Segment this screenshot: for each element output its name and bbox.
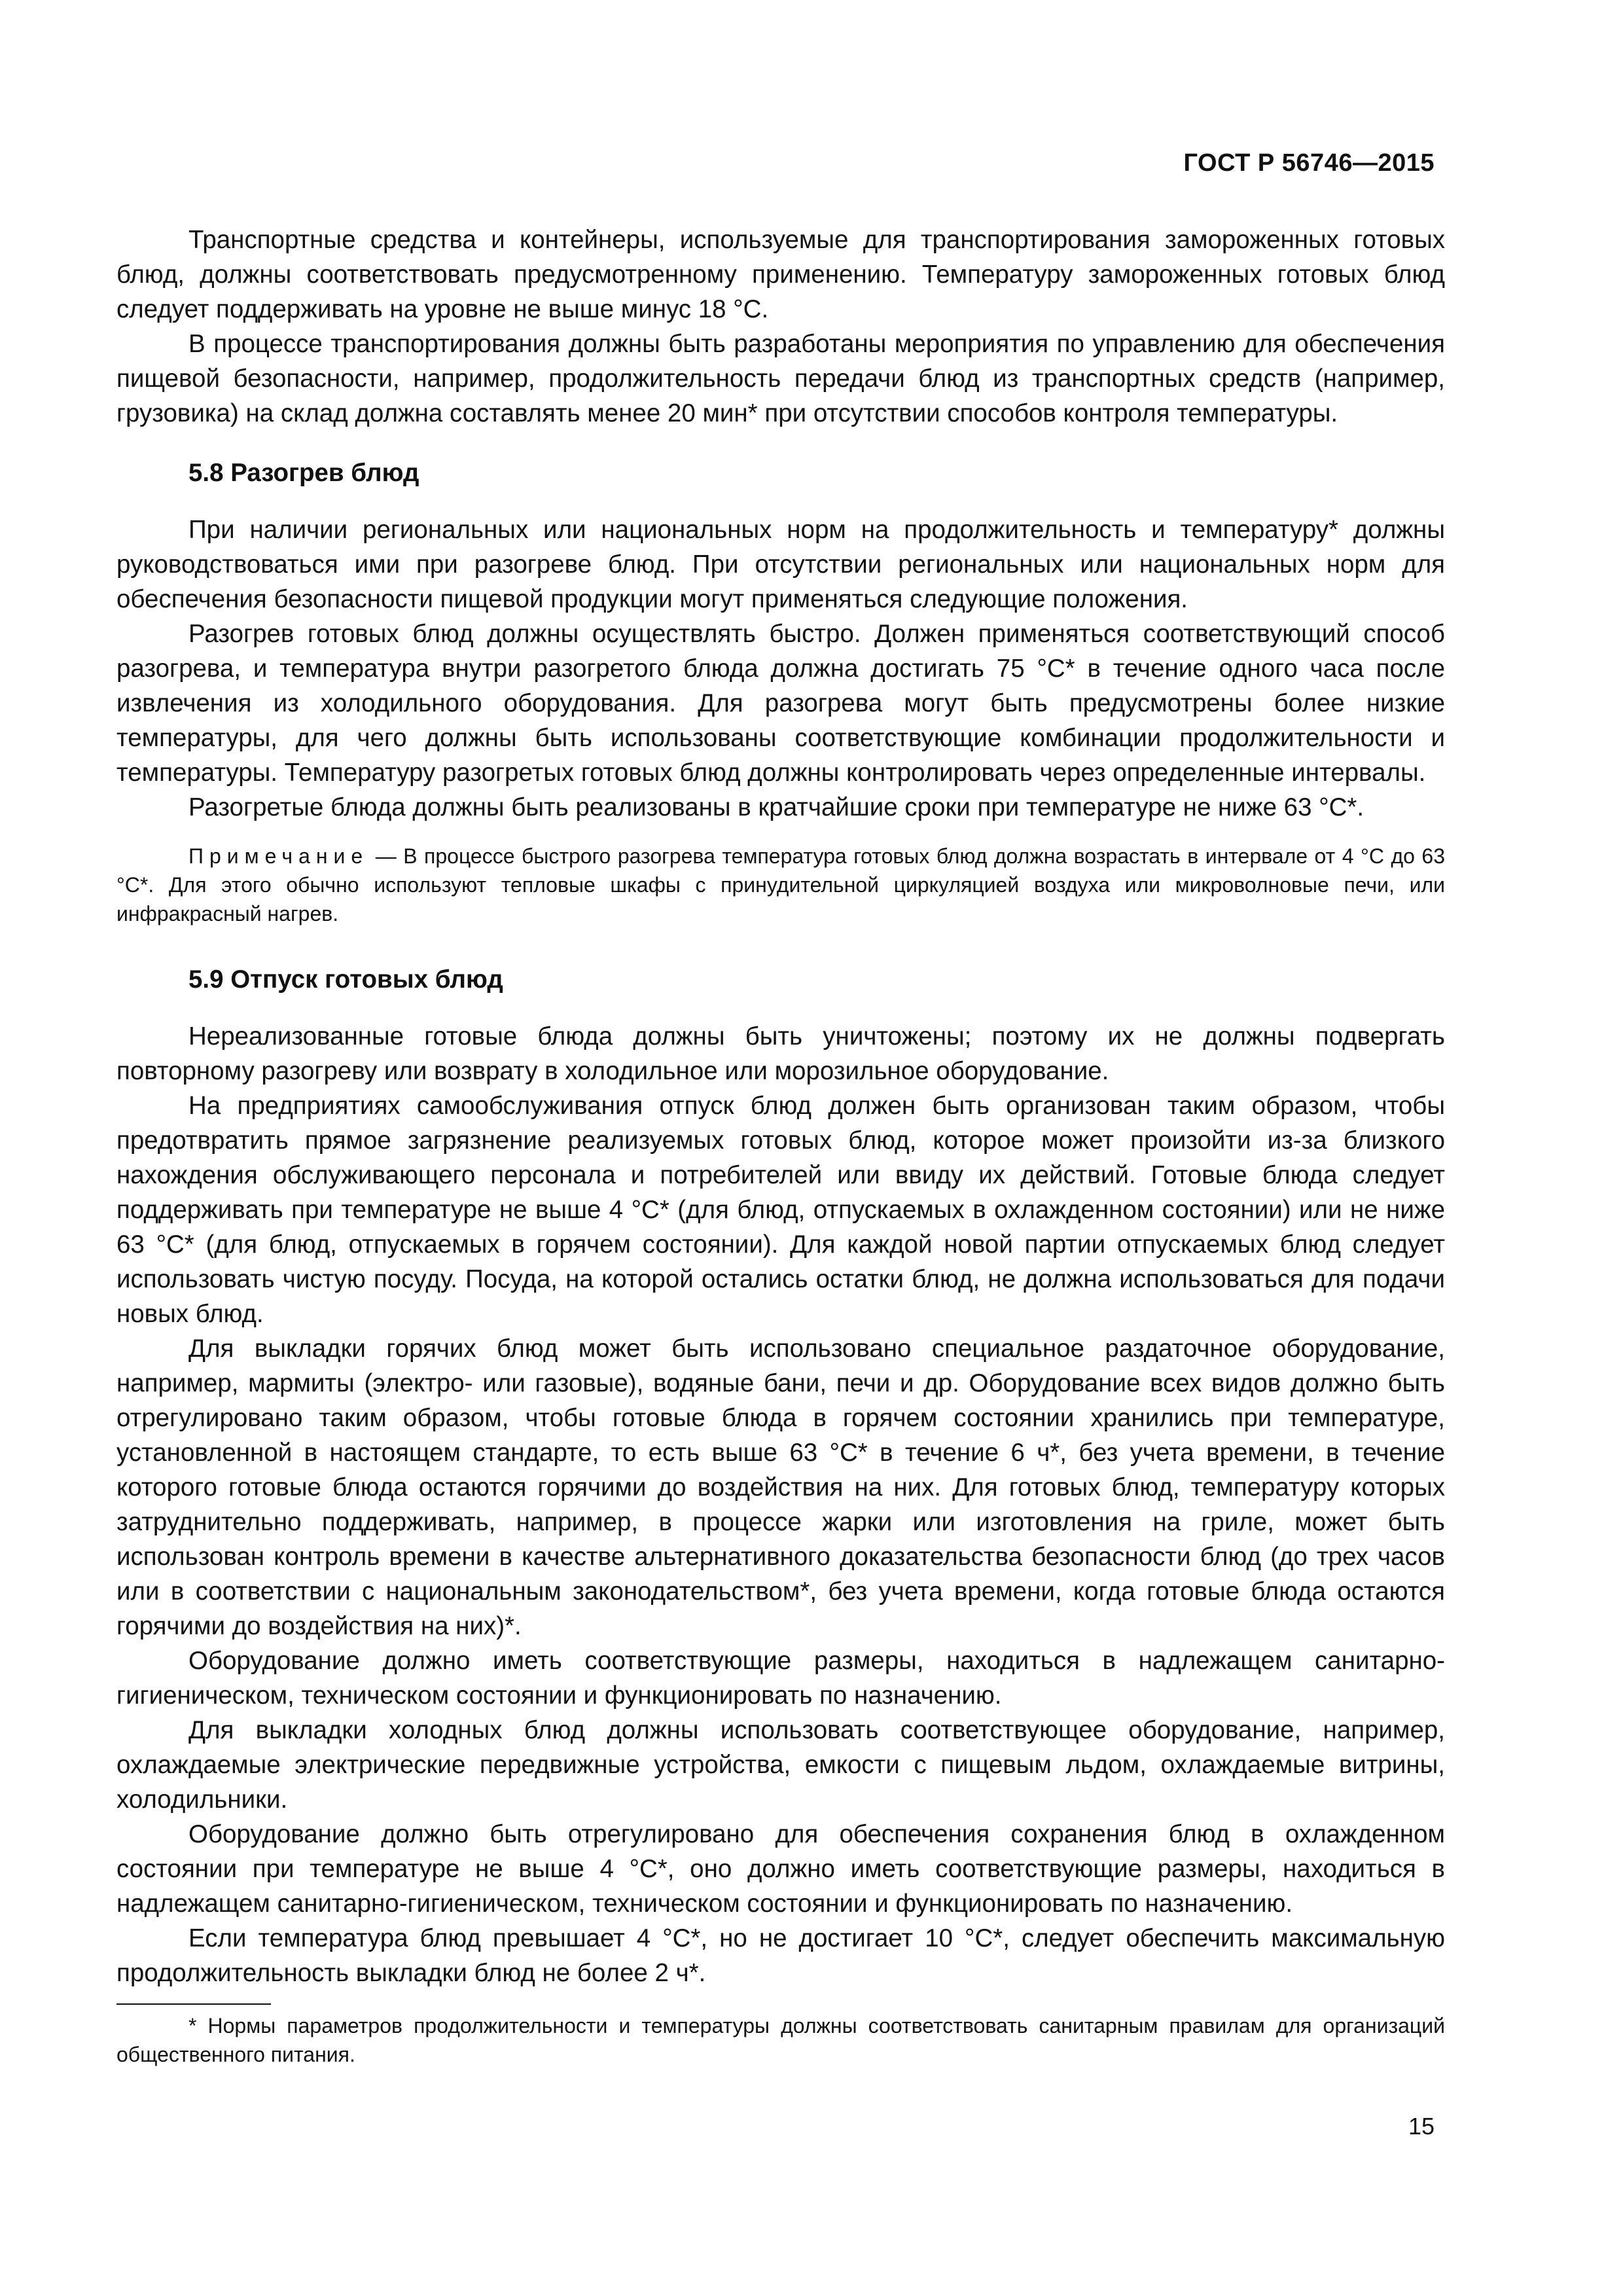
- paragraph: Разогретые блюда должны быть реализованы в кратчайшие сроки при температуре не ниже 63 °С*.: [188, 793, 1364, 821]
- paragraph: Нереализованные готовые блюда должны быть уничтожены; поэтому их не должны подвергать повторному разогреву или возврату в холодильное или морозильное оборудование.: [116, 1022, 1445, 1085]
- note-text: — В процессе быстрого разогрева температура готовых блюд должна возрастать в интервале от 4 °С до 63 °С*. Для этого обычно используют тепловые шкафы с принудительной циркуляцией воздуха или микроволновые печи, или инфракрасный нагрев.: [116, 844, 1445, 925]
- paragraph: Для выкладки горячих блюд может быть использовано специальное раздаточное оборудование, например, мармиты (электро- или газовые), водяные бани, печи и др. Оборудование всех видов должно быть отрегулировано таким образом, чтобы готовые блюда в горячем состоянии хранились при температуре, установленной в настоящем стандарте, то есть выше 63 °С* в течение 6 ч*, без учета времени, в течение которого готовые блюда остаются горячими до воздействия на них. Для готовых блюд, температуру которых затруднительно поддерживать, например, в процессе жарки или изготовления на гриле, может быть использован контроль времени в качестве альтернативного доказательства безопасности блюд (до трех часов или в соответствии с национальным законодательством*, без учета времени, когда готовые блюда остаются горячими до воздействия на них)*.: [116, 1335, 1445, 1640]
- paragraph: Оборудование должно быть отрегулировано для обеспечения сохранения блюд в охлажденном состоянии при температуре не выше 4 °С*, оно должно иметь соответствующие размеры, находиться в надлежащем санитарно-гигиеническом, техническом состоянии и функционировать по назначению.: [116, 1820, 1445, 1918]
- note-label: Примечание: [188, 844, 369, 868]
- section-heading-5-8: 5.8 Разогрев блюд: [188, 459, 419, 487]
- note-block: [116, 842, 1445, 928]
- paragraph: В процессе транспортирования должны быть разработаны мероприятия по управлению для обеспечения пищевой безопасности, например, продолжительность передачи блюд из транспортных средств (например, грузовика) на склад должна составлять менее 20 мин* при отсутствии способов контроля температуры.: [116, 330, 1445, 427]
- footnote: * Нормы параметров продолжительности и температуры должны соответствовать санитарным правилам для организаций общественного питания.: [116, 2014, 1445, 2066]
- page-number: 15: [1408, 2113, 1435, 2140]
- page-body: [116, 223, 1445, 2069]
- paragraph: Оборудование должно иметь соответствующие размеры, находиться в надлежащем санитарно-гигиеническом, техническом состоянии и функционировать по назначению.: [116, 1647, 1445, 1710]
- document-header: ГОСТ Р 56746—2015: [1183, 149, 1435, 177]
- paragraph: Разогрев готовых блюд должны осуществлять быстро. Должен применяться соответствующий способ разогрева, и температура внутри разогретого блюда должна достигать 75 °С* в течение одного часа после извлечения из холодильного оборудования. Для разогрева могут быть предусмотрены более низкие температуры, для чего должны быть использованы соответствующие комбинации продолжительности и температуры. Температуру разогретых готовых блюд должны контролировать через определенные интервалы.: [116, 620, 1445, 787]
- paragraph: Если температура блюд превышает 4 °С*, но не достигает 10 °С*, следует обеспечить максимальную продолжительность выкладки блюд не более 2 ч*.: [116, 1924, 1445, 1987]
- section-heading-5-9: 5.9 Отпуск готовых блюд: [188, 965, 503, 994]
- paragraph: При наличии региональных или национальных норм на продолжительность и температуру* должны руководствоваться ими при разогреве блюд. При отсутствии региональных или национальных норм для обеспечения безопасности пищевой продукции могут применяться следующие положения.: [116, 516, 1445, 613]
- footnote-divider: [116, 2003, 271, 2005]
- paragraph: Транспортные средства и контейнеры, используемые для транспортирования замороженных готовых блюд, должны соответствовать предусмотренному применению. Температуру замороженных готовых блюд следует поддерживать на уровне не выше минус 18 °С.: [116, 226, 1445, 323]
- paragraph: Для выкладки холодных блюд должны использовать соответствующее оборудование, например, охлаждаемые электрические передвижные устройства, емкости с пищевым льдом, охлаждаемые витрины, холодильники.: [116, 1716, 1445, 1814]
- paragraph: На предприятиях самообслуживания отпуск блюд должен быть организован таким образом, чтобы предотвратить прямое загрязнение реализуемых готовых блюд, которое может произойти из-за близкого нахождения обслуживающего персонала и потребителей или ввиду их действий. Готовые блюда следует поддерживать при температуре не выше 4 °С* (для блюд, отпускаемых в охлажденном состоянии) или не ниже 63 °С* (для блюд, отпускаемых в горячем состоянии). Для каждой новой партии отпускаемых блюд следует использовать чистую посуду. Посуда, на которой остались остатки блюд, не должна использоваться для подачи новых блюд.: [116, 1092, 1445, 1328]
